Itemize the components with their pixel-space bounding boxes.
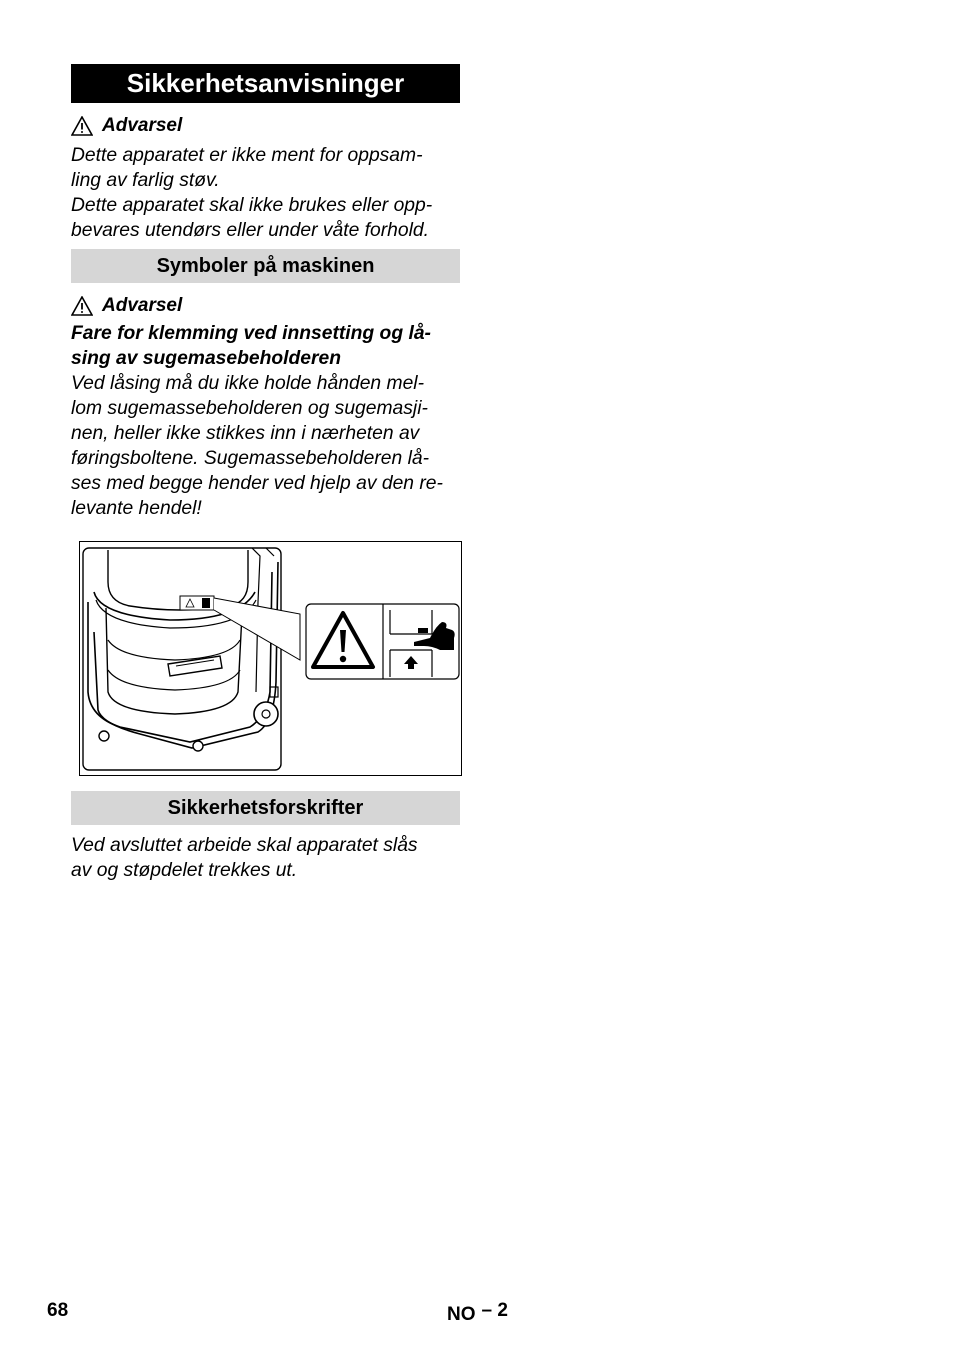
rules-text [71, 833, 463, 883]
text-line: føringsboltene. Sugemassebeholderen lå- [71, 448, 429, 469]
warning-subheading-line: Fare for klemming ved innsetting og lå- [71, 323, 431, 344]
warning-triangle-icon [71, 116, 93, 136]
text-line: bevares utendørs eller under våte forhold. [71, 220, 429, 241]
text-line: ses med begge hender ved hjelp av den re- [71, 473, 443, 494]
text-line: Dette apparatet er ikke ment for oppsam- [71, 145, 423, 166]
footer-section-label [447, 1300, 508, 1326]
vacuum-container-drawing [80, 542, 461, 775]
text-line: nen, heller ikke stikkes inn i nærheten av [71, 423, 420, 444]
warning-label: Advarsel [102, 115, 183, 136]
section-heading-rules: Sikkerhetsforskrifter [71, 791, 460, 825]
text-line: ling av farlig støv. [71, 170, 220, 191]
text-line: levante hendel! [71, 498, 202, 519]
text-line: Ved avsluttet arbeide skal apparatet slås [71, 835, 418, 856]
intro-text [71, 143, 463, 243]
warning-heading [71, 114, 182, 138]
text-line: Dette apparatet skal ikke brukes eller opp- [71, 195, 433, 216]
text-line: Ved låsing må du ikke holde hånden mel- [71, 373, 424, 394]
page-number: 68 [47, 1300, 69, 1321]
text-line: lom sugemassebeholderen og sugemasji- [71, 398, 428, 419]
symbols-text [71, 321, 463, 521]
section-page: – 2 [481, 1300, 508, 1321]
section-heading-symbols: Symboler på maskinen [71, 249, 460, 283]
text-line: av og støpdelet trekkes ut. [71, 860, 298, 881]
machine-illustration [79, 541, 462, 776]
warning-label: Advarsel [102, 295, 183, 316]
warning-heading [71, 294, 182, 318]
warning-triangle-icon [71, 296, 93, 316]
page-title: Sikkerhetsanvisninger [71, 64, 460, 103]
warning-subheading-line: sing av sugemasebeholderen [71, 348, 342, 369]
language-code: NO [447, 1304, 476, 1325]
